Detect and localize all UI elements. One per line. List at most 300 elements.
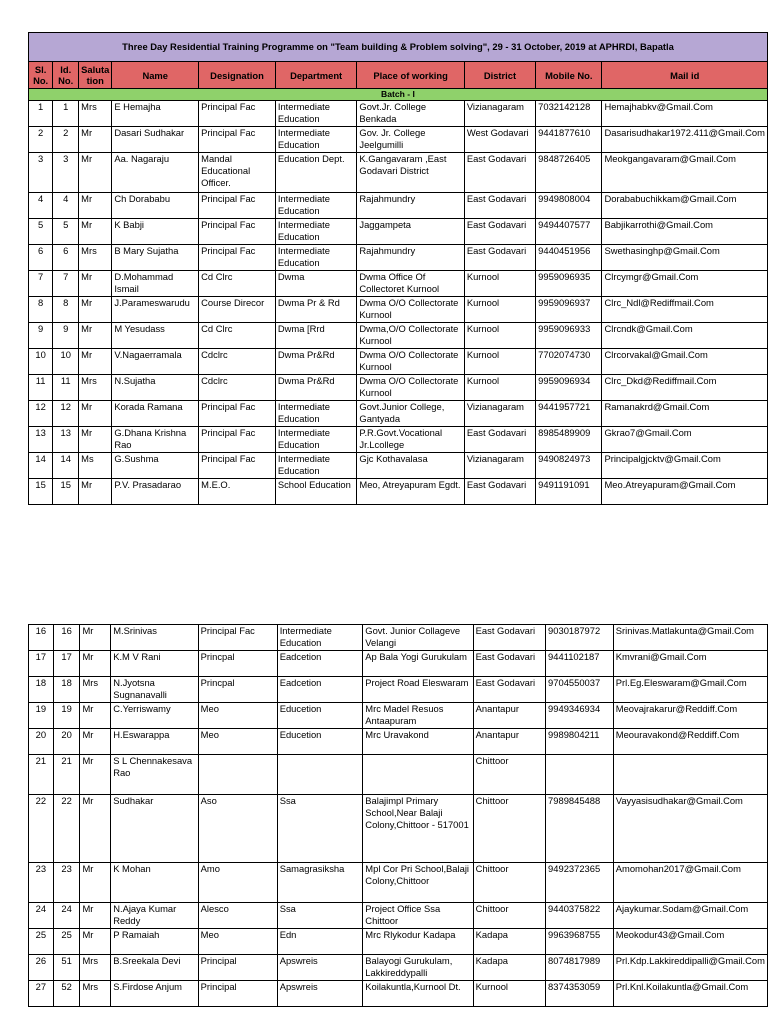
cell-designation: Principal Fac <box>199 127 276 153</box>
cell-sl-no: 14 <box>29 453 53 479</box>
cell-id-no: 9 <box>53 323 79 349</box>
batch-label: Batch - I <box>29 89 768 101</box>
cell-sl-no: 24 <box>29 903 54 929</box>
cell-place-of-working: Mrc Madel Resuos Antaapuram <box>363 703 473 729</box>
cell-id-no: 18 <box>53 677 80 703</box>
cell-place-of-working: Balayogi Gurukulam, Lakkireddypalli <box>363 955 473 981</box>
cell-designation: Principal Fac <box>199 219 276 245</box>
table-row <box>29 127 768 153</box>
cell-designation: Course Direcor <box>199 297 276 323</box>
cell-mail-id: Meo.Atreyapuram@Gmail.Com <box>602 479 768 505</box>
cell-id-no: 51 <box>53 955 80 981</box>
cell-name: C.Yerriswamy <box>111 703 198 729</box>
cell-place-of-working: Mrc Rlykodur Kadapa <box>363 929 473 955</box>
cell-district: Kurnool <box>464 271 535 297</box>
cell-district: East Godavari <box>464 193 535 219</box>
cell-department: Apswreis <box>277 981 363 1007</box>
cell-mail-id: Vayyasisudhakar@Gmail.Com <box>613 795 767 863</box>
cell-name: Korada Ramana <box>112 401 199 427</box>
cell-place-of-working: Mrc Uravakond <box>363 729 473 755</box>
cell-department: Intermediate Education <box>275 101 357 127</box>
cell-mail-id: Dasarisudhakar1972.411@Gmail.Com <box>602 127 768 153</box>
cell-sl-no: 2 <box>29 127 53 153</box>
cell-name: P Ramaiah <box>111 929 198 955</box>
cell-salutation: Mrs <box>80 981 111 1007</box>
column-header-salutation: Saluta tion <box>79 62 112 89</box>
cell-sl-no: 12 <box>29 401 53 427</box>
cell-district: West Godavari <box>464 127 535 153</box>
cell-name: E Hemajha <box>112 101 199 127</box>
column-header-district: District <box>464 62 535 89</box>
table-row <box>29 903 768 929</box>
cell-salutation: Mrs <box>80 955 111 981</box>
cell-mobile-no: 8985489909 <box>536 427 602 453</box>
cell-designation: Principal <box>198 955 277 981</box>
table-row <box>29 929 768 955</box>
cell-department: Intermediate Education <box>277 625 363 651</box>
cell-mobile-no: 7702074730 <box>536 349 602 375</box>
cell-designation: Princpal <box>198 677 277 703</box>
cell-mobile-no: 9963968755 <box>546 929 614 955</box>
cell-id-no: 10 <box>53 349 79 375</box>
cell-mobile-no: 9959096935 <box>536 271 602 297</box>
cell-designation: Principal Fac <box>199 401 276 427</box>
cell-sl-no: 16 <box>29 625 54 651</box>
cell-mobile-no: 9704550037 <box>546 677 614 703</box>
table-row <box>29 401 768 427</box>
cell-salutation: Mr <box>80 929 111 955</box>
table-row <box>29 703 768 729</box>
cell-id-no: 7 <box>53 271 79 297</box>
table-row <box>29 297 768 323</box>
cell-district: Vizianagaram <box>464 401 535 427</box>
table-row <box>29 271 768 297</box>
table-row <box>29 453 768 479</box>
cell-department: School Education <box>275 479 357 505</box>
cell-salutation: Mr <box>80 863 111 903</box>
cell-salutation: Mrs <box>79 245 112 271</box>
cell-name: K.M V Rani <box>111 651 198 677</box>
cell-mail-id: Prl.Knl.Koilakuntla@Gmail.Com <box>613 981 767 1007</box>
cell-mobile-no: 9030187972 <box>546 625 614 651</box>
cell-place-of-working: K.Gangavaram ,East Godavari District <box>357 153 464 193</box>
cell-mobile-no: 9959096937 <box>536 297 602 323</box>
cell-mail-id: Ajaykumar.Sodam@Gmail.Com <box>613 903 767 929</box>
cell-place-of-working: Balajimpl Primary School,Near Balaji Colony,Chittoor - 517001 <box>363 795 473 863</box>
cell-name: Ch Dorababu <box>112 193 199 219</box>
table-row <box>29 101 768 127</box>
cell-district: Kadapa <box>473 955 545 981</box>
cell-mobile-no: 7989845488 <box>546 795 614 863</box>
cell-id-no: 19 <box>53 703 80 729</box>
column-header-sl-no: Sl. No. <box>29 62 53 89</box>
table-row <box>29 153 768 193</box>
table-row <box>29 755 768 795</box>
participants-table-top <box>28 32 768 505</box>
cell-department: Intermediate Education <box>275 401 357 427</box>
cell-sl-no: 21 <box>29 755 54 795</box>
cell-mobile-no: 9989804211 <box>546 729 614 755</box>
cell-district: Chittoor <box>473 795 545 863</box>
cell-mobile-no <box>546 755 614 795</box>
cell-id-no: 15 <box>53 479 79 505</box>
cell-designation: Meo <box>198 729 277 755</box>
cell-department: Eadcetion <box>277 651 363 677</box>
cell-place-of-working <box>363 755 473 795</box>
cell-mobile-no: 9441102187 <box>546 651 614 677</box>
cell-designation: Cdclrc <box>199 349 276 375</box>
cell-salutation: Mr <box>79 349 112 375</box>
cell-sl-no: 15 <box>29 479 53 505</box>
cell-district: Anantapur <box>473 703 545 729</box>
cell-sl-no: 20 <box>29 729 54 755</box>
cell-sl-no: 18 <box>29 677 54 703</box>
cell-id-no: 4 <box>53 193 79 219</box>
cell-mail-id: Hemajhabkv@Gmail.Com <box>602 101 768 127</box>
cell-district: Vizianagaram <box>464 101 535 127</box>
cell-id-no: 21 <box>53 755 80 795</box>
cell-name: J.Parameswarudu <box>112 297 199 323</box>
cell-place-of-working: Koilakuntla,Kurnool Dt. <box>363 981 473 1007</box>
cell-district: Kurnool <box>464 349 535 375</box>
cell-department: Educetion <box>277 703 363 729</box>
cell-id-no: 25 <box>53 929 80 955</box>
cell-salutation: Mr <box>79 401 112 427</box>
table-row <box>29 625 768 651</box>
cell-id-no: 5 <box>53 219 79 245</box>
cell-place-of-working: Govt.Junior College, Gantyada <box>357 401 464 427</box>
cell-salutation: Mr <box>79 271 112 297</box>
cell-place-of-working: Project Road Eleswaram <box>363 677 473 703</box>
cell-department: Apswreis <box>277 955 363 981</box>
cell-department: Intermediate Education <box>275 453 357 479</box>
cell-id-no: 2 <box>53 127 79 153</box>
cell-designation: M.E.O. <box>199 479 276 505</box>
cell-sl-no: 27 <box>29 981 54 1007</box>
cell-sl-no: 3 <box>29 153 53 193</box>
cell-id-no: 11 <box>53 375 79 401</box>
cell-mail-id: Kmvrani@Gmail.Com <box>613 651 767 677</box>
cell-district: East Godavari <box>473 625 545 651</box>
cell-name: N.Jyotsna Sugnanavalli <box>111 677 198 703</box>
table-row <box>29 863 768 903</box>
cell-place-of-working: Gov. Jr. College Jeelgumilli <box>357 127 464 153</box>
cell-id-no: 17 <box>53 651 80 677</box>
cell-department: Dwma <box>275 271 357 297</box>
cell-mobile-no: 9494407577 <box>536 219 602 245</box>
cell-name: M.Srinivas <box>111 625 198 651</box>
cell-district: Kurnool <box>473 981 545 1007</box>
cell-place-of-working: Mpl Cor Pri School,Balaji Colony,Chittoor <box>363 863 473 903</box>
cell-name: N.Sujatha <box>112 375 199 401</box>
cell-mail-id: Srinivas.Matlakunta@Gmail.Com <box>613 625 767 651</box>
cell-id-no: 16 <box>53 625 80 651</box>
cell-mobile-no: 9491191091 <box>536 479 602 505</box>
table-row <box>29 193 768 219</box>
table-row <box>29 427 768 453</box>
cell-district: Chittoor <box>473 903 545 929</box>
cell-name: B.Sreekala Devi <box>111 955 198 981</box>
cell-mobile-no: 9949346934 <box>546 703 614 729</box>
cell-id-no: 14 <box>53 453 79 479</box>
cell-department: Ssa <box>277 903 363 929</box>
cell-mobile-no: 9959096933 <box>536 323 602 349</box>
cell-mail-id: Dorababuchikkam@Gmail.Com <box>602 193 768 219</box>
cell-mobile-no: 8074817989 <box>546 955 614 981</box>
cell-district: Kurnool <box>464 323 535 349</box>
cell-place-of-working: Dwma Office Of Collectoret Kurnool <box>357 271 464 297</box>
cell-salutation: Mr <box>79 479 112 505</box>
cell-salutation: Mr <box>79 427 112 453</box>
cell-place-of-working: Rajahmundry <box>357 193 464 219</box>
cell-salutation: Mr <box>80 651 111 677</box>
cell-id-no: 3 <box>53 153 79 193</box>
cell-district: Anantapur <box>473 729 545 755</box>
cell-name: D.Mohammad Ismail <box>112 271 199 297</box>
cell-department: Ssa <box>277 795 363 863</box>
cell-department: Dwma Pr&Rd <box>275 349 357 375</box>
cell-name: V.Nagaerramala <box>112 349 199 375</box>
cell-id-no: 20 <box>53 729 80 755</box>
cell-place-of-working: Dwma,O/O Collectorate Kurnool <box>357 323 464 349</box>
cell-mobile-no: 9959096934 <box>536 375 602 401</box>
cell-department: Educetion <box>277 729 363 755</box>
cell-salutation: Mr <box>79 127 112 153</box>
cell-designation <box>198 755 277 795</box>
cell-place-of-working: Project Office Ssa Chittoor <box>363 903 473 929</box>
cell-mobile-no: 9441957721 <box>536 401 602 427</box>
cell-department: Intermediate Education <box>275 245 357 271</box>
cell-name: N.Ajaya Kumar Reddy <box>111 903 198 929</box>
cell-salutation: Mr <box>80 625 111 651</box>
header-row <box>29 62 768 89</box>
cell-designation: Principal Fac <box>199 101 276 127</box>
cell-mobile-no: 8374353059 <box>546 981 614 1007</box>
cell-mail-id: Principalgjcktv@Gmail.Com <box>602 453 768 479</box>
cell-salutation: Mr <box>80 903 111 929</box>
cell-mail-id: Ramanakrd@Gmail.Com <box>602 401 768 427</box>
column-header-department: Department <box>275 62 357 89</box>
cell-designation: Cdclrc <box>199 375 276 401</box>
cell-department: Intermediate Education <box>275 427 357 453</box>
cell-sl-no: 11 <box>29 375 53 401</box>
cell-district: East Godavari <box>464 219 535 245</box>
cell-sl-no: 8 <box>29 297 53 323</box>
cell-id-no: 12 <box>53 401 79 427</box>
cell-id-no: 13 <box>53 427 79 453</box>
cell-mobile-no: 7032142128 <box>536 101 602 127</box>
cell-mail-id: Prl.Kdp.Lakkireddipalli@Gmail.Com <box>613 955 767 981</box>
cell-sl-no: 7 <box>29 271 53 297</box>
cell-designation: Amo <box>198 863 277 903</box>
cell-department: Intermediate Education <box>275 127 357 153</box>
cell-mobile-no: 9848726405 <box>536 153 602 193</box>
cell-salutation: Mr <box>80 703 111 729</box>
cell-designation: Mandal Educational Officer. <box>199 153 276 193</box>
cell-designation: Principal Fac <box>199 453 276 479</box>
cell-name: K Mohan <box>111 863 198 903</box>
cell-designation: Princpal <box>198 651 277 677</box>
cell-mail-id: Swethasinghp@Gmail.Com <box>602 245 768 271</box>
cell-department: Education Dept. <box>275 153 357 193</box>
cell-salutation: Mr <box>80 729 111 755</box>
cell-name: Aa. Nagaraju <box>112 153 199 193</box>
cell-district: Kurnool <box>464 375 535 401</box>
cell-salutation: Mr <box>79 153 112 193</box>
cell-id-no: 24 <box>53 903 80 929</box>
cell-place-of-working: P.R.Govt.Vocational Jr.Lcollege <box>357 427 464 453</box>
cell-sl-no: 13 <box>29 427 53 453</box>
table-row <box>29 323 768 349</box>
column-header-mail-id: Mail id <box>602 62 768 89</box>
column-header-name: Name <box>112 62 199 89</box>
cell-mobile-no: 9441877610 <box>536 127 602 153</box>
cell-name: S L Chennakesava Rao <box>111 755 198 795</box>
cell-sl-no: 1 <box>29 101 53 127</box>
cell-designation: Aso <box>198 795 277 863</box>
cell-mail-id: Meovajrakarur@Reddiff.Com <box>613 703 767 729</box>
cell-mail-id: Babjikarrothi@Gmail.Com <box>602 219 768 245</box>
cell-department: Dwma Pr & Rd <box>275 297 357 323</box>
cell-place-of-working: Govt. Junior Collageve Velangi <box>363 625 473 651</box>
cell-id-no: 52 <box>53 981 80 1007</box>
cell-mail-id: Clrcorvakal@Gmail.Com <box>602 349 768 375</box>
cell-id-no: 1 <box>53 101 79 127</box>
cell-name: P.V. Prasadarao <box>112 479 199 505</box>
cell-mail-id: Meokgangavaram@Gmail.Com <box>602 153 768 193</box>
cell-district: Kadapa <box>473 929 545 955</box>
cell-district: East Godavari <box>464 153 535 193</box>
cell-name: G.Dhana Krishna Rao <box>112 427 199 453</box>
cell-mobile-no: 9440375822 <box>546 903 614 929</box>
cell-mobile-no: 9949808004 <box>536 193 602 219</box>
cell-salutation: Mrs <box>79 101 112 127</box>
cell-designation: Cd Clrc <box>199 323 276 349</box>
cell-department: Edn <box>277 929 363 955</box>
cell-mail-id: Gkrao7@Gmail.Com <box>602 427 768 453</box>
cell-district: Vizianagaram <box>464 453 535 479</box>
column-header-designation: Designation <box>199 62 276 89</box>
cell-name: Dasari Sudhakar <box>112 127 199 153</box>
cell-name: K Babji <box>112 219 199 245</box>
cell-name: B Mary Sujatha <box>112 245 199 271</box>
table-row <box>29 245 768 271</box>
cell-sl-no: 25 <box>29 929 54 955</box>
cell-district: Chittoor <box>473 863 545 903</box>
cell-mail-id: Meouravakond@Reddiff.Com <box>613 729 767 755</box>
cell-district: East Godavari <box>464 479 535 505</box>
cell-place-of-working: Ap Bala Yogi Gurukulam <box>363 651 473 677</box>
cell-mail-id: Clrcndk@Gmail.Com <box>602 323 768 349</box>
cell-mail-id: Amomohan2017@Gmail.Com <box>613 863 767 903</box>
column-header-id-no: Id. No. <box>53 62 79 89</box>
cell-department: Dwma [Rrd <box>275 323 357 349</box>
cell-sl-no: 23 <box>29 863 54 903</box>
cell-place-of-working: Dwma O/O Collectorate Kurnool <box>357 375 464 401</box>
table-row <box>29 795 768 863</box>
cell-mail-id: Meokodur43@Gmail.Com <box>613 929 767 955</box>
cell-designation: Principal Fac <box>199 427 276 453</box>
cell-name: S.Firdose Anjum <box>111 981 198 1007</box>
cell-place-of-working: Gjc Kothavalasa <box>357 453 464 479</box>
cell-place-of-working: Jaggampeta <box>357 219 464 245</box>
cell-district: East Godavari <box>464 427 535 453</box>
cell-mail-id: Clrc_Dkd@Rediffmail.Com <box>602 375 768 401</box>
cell-salutation: Mr <box>79 323 112 349</box>
cell-department: Intermediate Education <box>275 193 357 219</box>
cell-id-no: 8 <box>53 297 79 323</box>
cell-sl-no: 4 <box>29 193 53 219</box>
cell-salutation: Mr <box>79 297 112 323</box>
cell-designation: Alesco <box>198 903 277 929</box>
cell-department <box>277 755 363 795</box>
cell-designation: Meo <box>198 929 277 955</box>
cell-salutation: Mr <box>79 193 112 219</box>
column-header-place-of-working: Place of working <box>357 62 464 89</box>
cell-place-of-working: Rajahmundry <box>357 245 464 271</box>
cell-district: Kurnool <box>464 297 535 323</box>
cell-designation: Cd Clrc <box>199 271 276 297</box>
column-header-mobile-no: Mobile No. <box>536 62 602 89</box>
cell-mail-id: Clrc_Ndl@Rediffmail.Com <box>602 297 768 323</box>
cell-name: Sudhakar <box>111 795 198 863</box>
cell-department: Eadcetion <box>277 677 363 703</box>
cell-mail-id: Prl.Eg.Eleswaram@Gmail.Com <box>613 677 767 703</box>
cell-district: East Godavari <box>464 245 535 271</box>
participants-table-bottom <box>28 624 768 1007</box>
cell-designation: Principal Fac <box>199 245 276 271</box>
cell-district: East Godavari <box>473 677 545 703</box>
cell-name: G.Sushma <box>112 453 199 479</box>
cell-mail-id <box>613 755 767 795</box>
cell-id-no: 23 <box>53 863 80 903</box>
cell-mobile-no: 9492372365 <box>546 863 614 903</box>
cell-sl-no: 17 <box>29 651 54 677</box>
cell-name: M Yesudass <box>112 323 199 349</box>
table-row <box>29 955 768 981</box>
table-row <box>29 729 768 755</box>
cell-sl-no: 9 <box>29 323 53 349</box>
cell-place-of-working: Dwma O/O Collectorate Kurnool <box>357 297 464 323</box>
cell-salutation: Mrs <box>79 375 112 401</box>
table-title: Three Day Residential Training Programme on "Team building & Problem solving", 29 - 31 October, 2019 at APHRDI, Bapatla <box>29 33 768 62</box>
cell-id-no: 22 <box>53 795 80 863</box>
cell-place-of-working: Meo, Atreyapuram Egdt. <box>357 479 464 505</box>
cell-mail-id: Clrcymgr@Gmail.Com <box>602 271 768 297</box>
table-row <box>29 349 768 375</box>
cell-salutation: Ms <box>79 453 112 479</box>
cell-sl-no: 5 <box>29 219 53 245</box>
cell-sl-no: 10 <box>29 349 53 375</box>
cell-sl-no: 22 <box>29 795 54 863</box>
cell-designation: Meo <box>198 703 277 729</box>
cell-name: H.Eswarappa <box>111 729 198 755</box>
table-row <box>29 375 768 401</box>
table-row <box>29 219 768 245</box>
cell-mobile-no: 9490824973 <box>536 453 602 479</box>
cell-place-of-working: Govt.Jr. College Benkada <box>357 101 464 127</box>
table-row <box>29 677 768 703</box>
cell-sl-no: 26 <box>29 955 54 981</box>
table-row <box>29 981 768 1007</box>
cell-department: Dwma Pr&Rd <box>275 375 357 401</box>
table-row <box>29 479 768 505</box>
cell-district: Chittoor <box>473 755 545 795</box>
cell-salutation: Mr <box>80 795 111 863</box>
cell-department: Samagrasiksha <box>277 863 363 903</box>
cell-id-no: 6 <box>53 245 79 271</box>
cell-salutation: Mr <box>80 755 111 795</box>
